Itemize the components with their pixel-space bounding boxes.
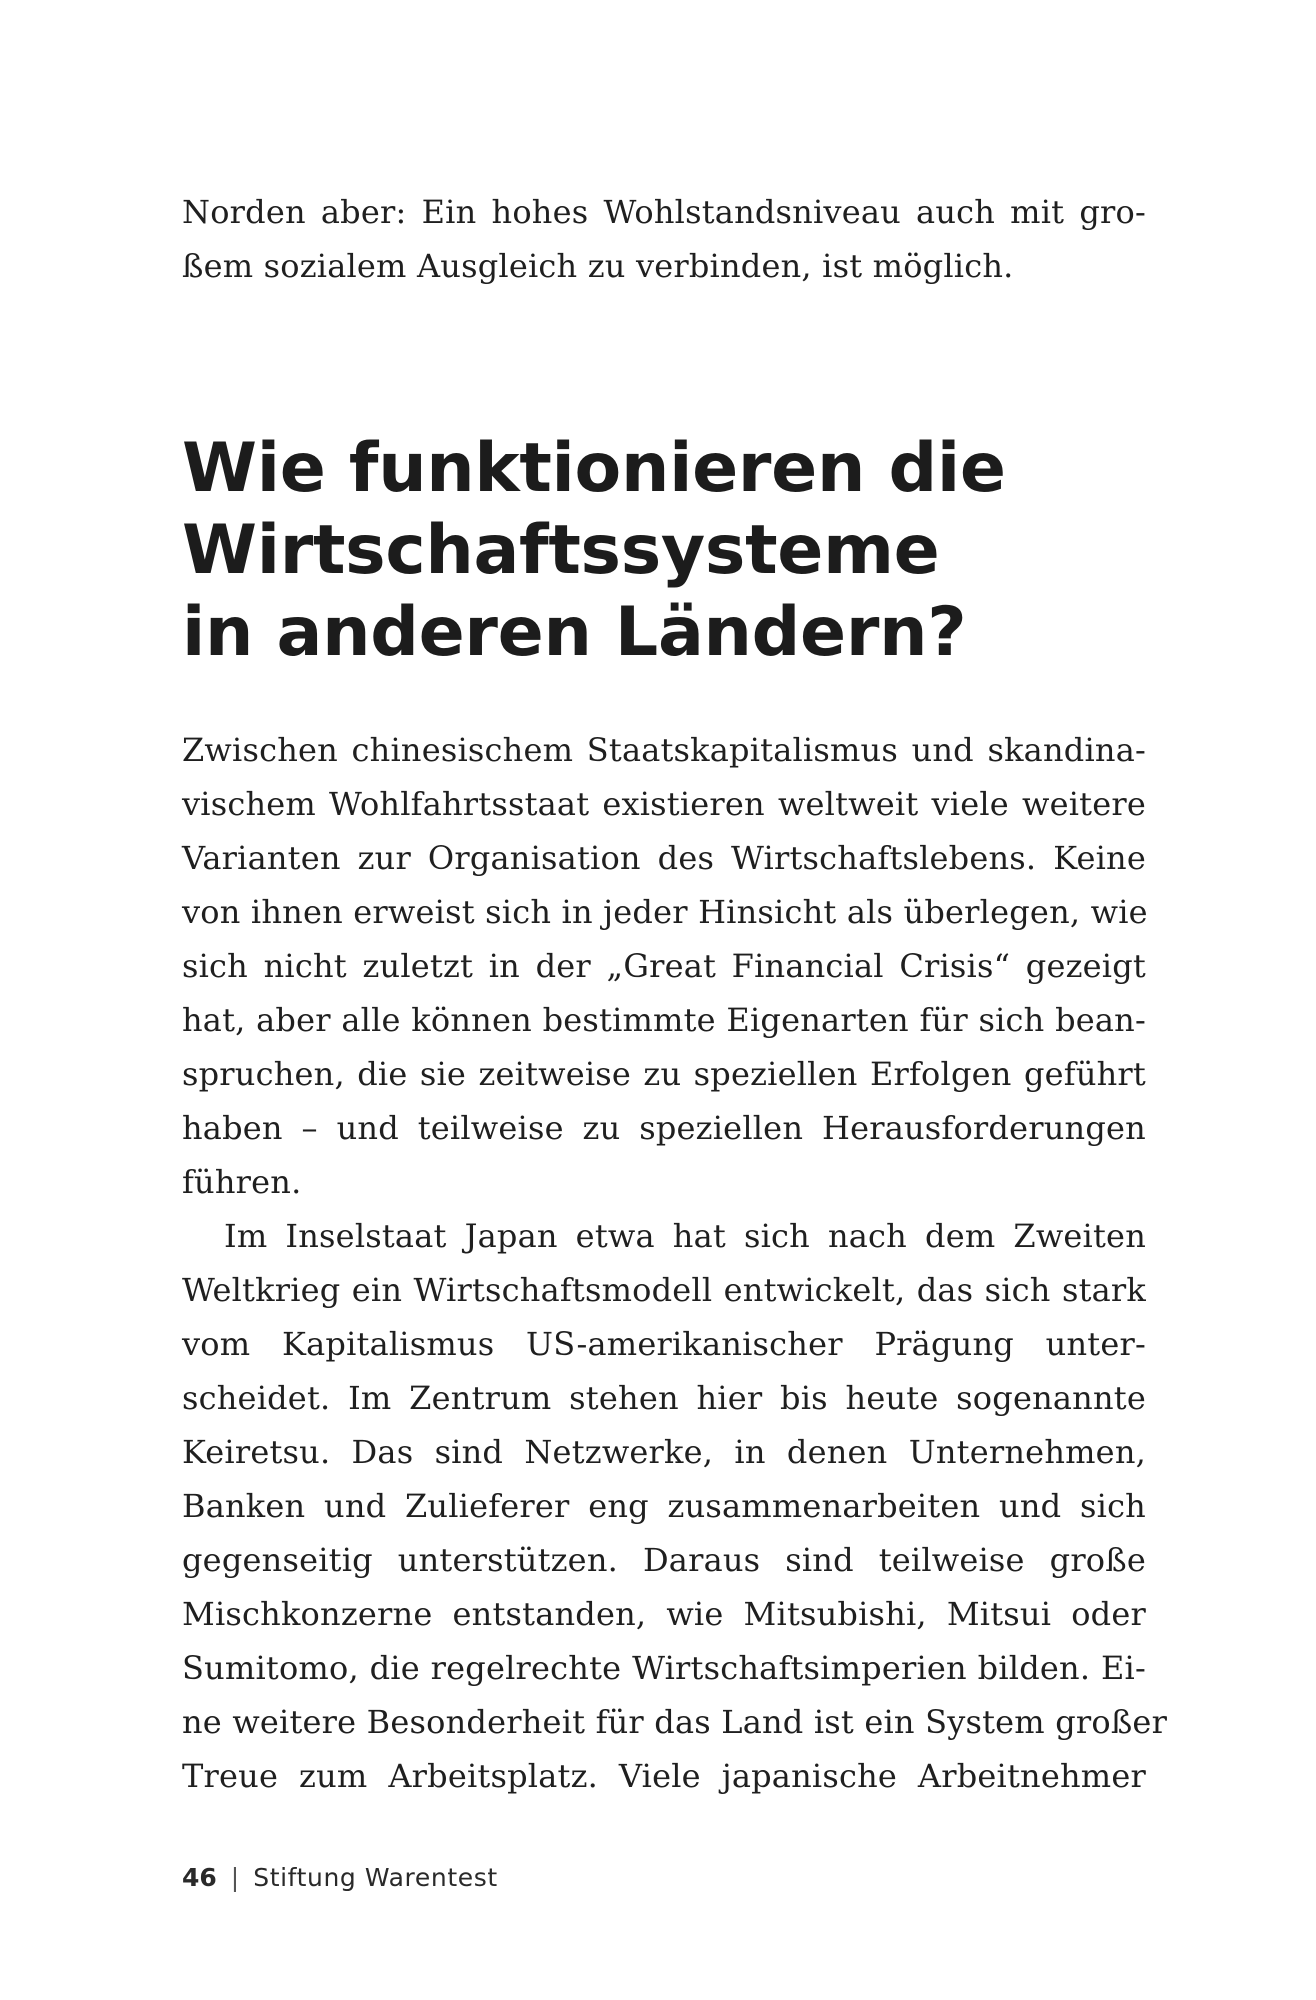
paragraph-2: [182, 1209, 1168, 1803]
text-line: Zwischen chinesischem Staatskapitalismus und skandina-: [182, 731, 1146, 769]
text-line: Weltkrieg ein Wirtschaftsmodell entwickelt, das sich stark: [182, 1271, 1146, 1309]
text-line: haben – und teilweise zu speziellen Herausforderungen: [182, 1109, 1146, 1147]
footer-separator: |: [230, 1863, 240, 1892]
text-line: von ihnen erweist sich in jeder Hinsicht als überlegen, wie: [182, 893, 1148, 931]
heading-line: in anderen Ländern?: [182, 593, 967, 672]
text-line: scheidet. Im Zentrum stehen hier bis heute sogenannte: [182, 1379, 1146, 1417]
text-line: Treue zum Arbeitsplatz. Viele japanische Arbeitnehmer: [182, 1757, 1146, 1795]
text-line: Mischkonzerne entstanden, wie Mitsubishi, Mitsui oder: [182, 1595, 1146, 1633]
text-line: Sumitomo, die regelrechte Wirtschaftsimperien bilden. Ei-: [182, 1649, 1146, 1687]
intro-paragraph: [182, 185, 1146, 293]
text-line: spruchen, die sie zeitweise zu speziellen Erfolgen geführt: [182, 1055, 1146, 1093]
text-line: Im Inselstaat Japan etwa hat sich nach dem Zweiten: [224, 1217, 1146, 1255]
paragraph-1: [182, 723, 1146, 1209]
text-line: Varianten zur Organisation des Wirtschaftslebens. Keine: [182, 839, 1146, 877]
text-line: gegenseitig unterstützen. Daraus sind teilweise große: [182, 1541, 1146, 1579]
publisher-name: Stiftung Warentest: [253, 1863, 498, 1892]
heading-line: Wie funktionieren die: [182, 429, 1006, 508]
page-footer: [182, 1862, 498, 1894]
text-line: hat, aber alle können bestimmte Eigenarten für sich bean-: [182, 1001, 1146, 1039]
section-heading: [182, 428, 1146, 674]
text-line: vischem Wohlfahrtsstaat existieren weltweit viele weitere: [182, 785, 1146, 823]
text-line: Keiretsu. Das sind Netzwerke, in denen Unternehmen,: [182, 1433, 1146, 1471]
body-text: [182, 723, 1168, 1803]
text-line: Norden aber: Ein hohes Wohlstandsniveau auch mit gro-: [182, 193, 1146, 231]
text-line: ßem sozialem Ausgleich zu verbinden, ist möglich.: [182, 247, 1014, 285]
text-line: sich nicht zuletzt in der „Great Financial Crisis“ gezeigt: [182, 947, 1146, 985]
text-line: vom Kapitalismus US-amerikanischer Prägung unter-: [182, 1325, 1146, 1363]
text-line: führen.: [182, 1163, 302, 1201]
page-number: 46: [182, 1863, 217, 1892]
text-line: Banken und Zulieferer eng zusammenarbeiten und sich: [182, 1487, 1146, 1525]
heading-line: Wirtschaftssysteme: [182, 511, 940, 590]
text-line: ne weitere Besonderheit für das Land ist ein System großer: [182, 1703, 1168, 1741]
